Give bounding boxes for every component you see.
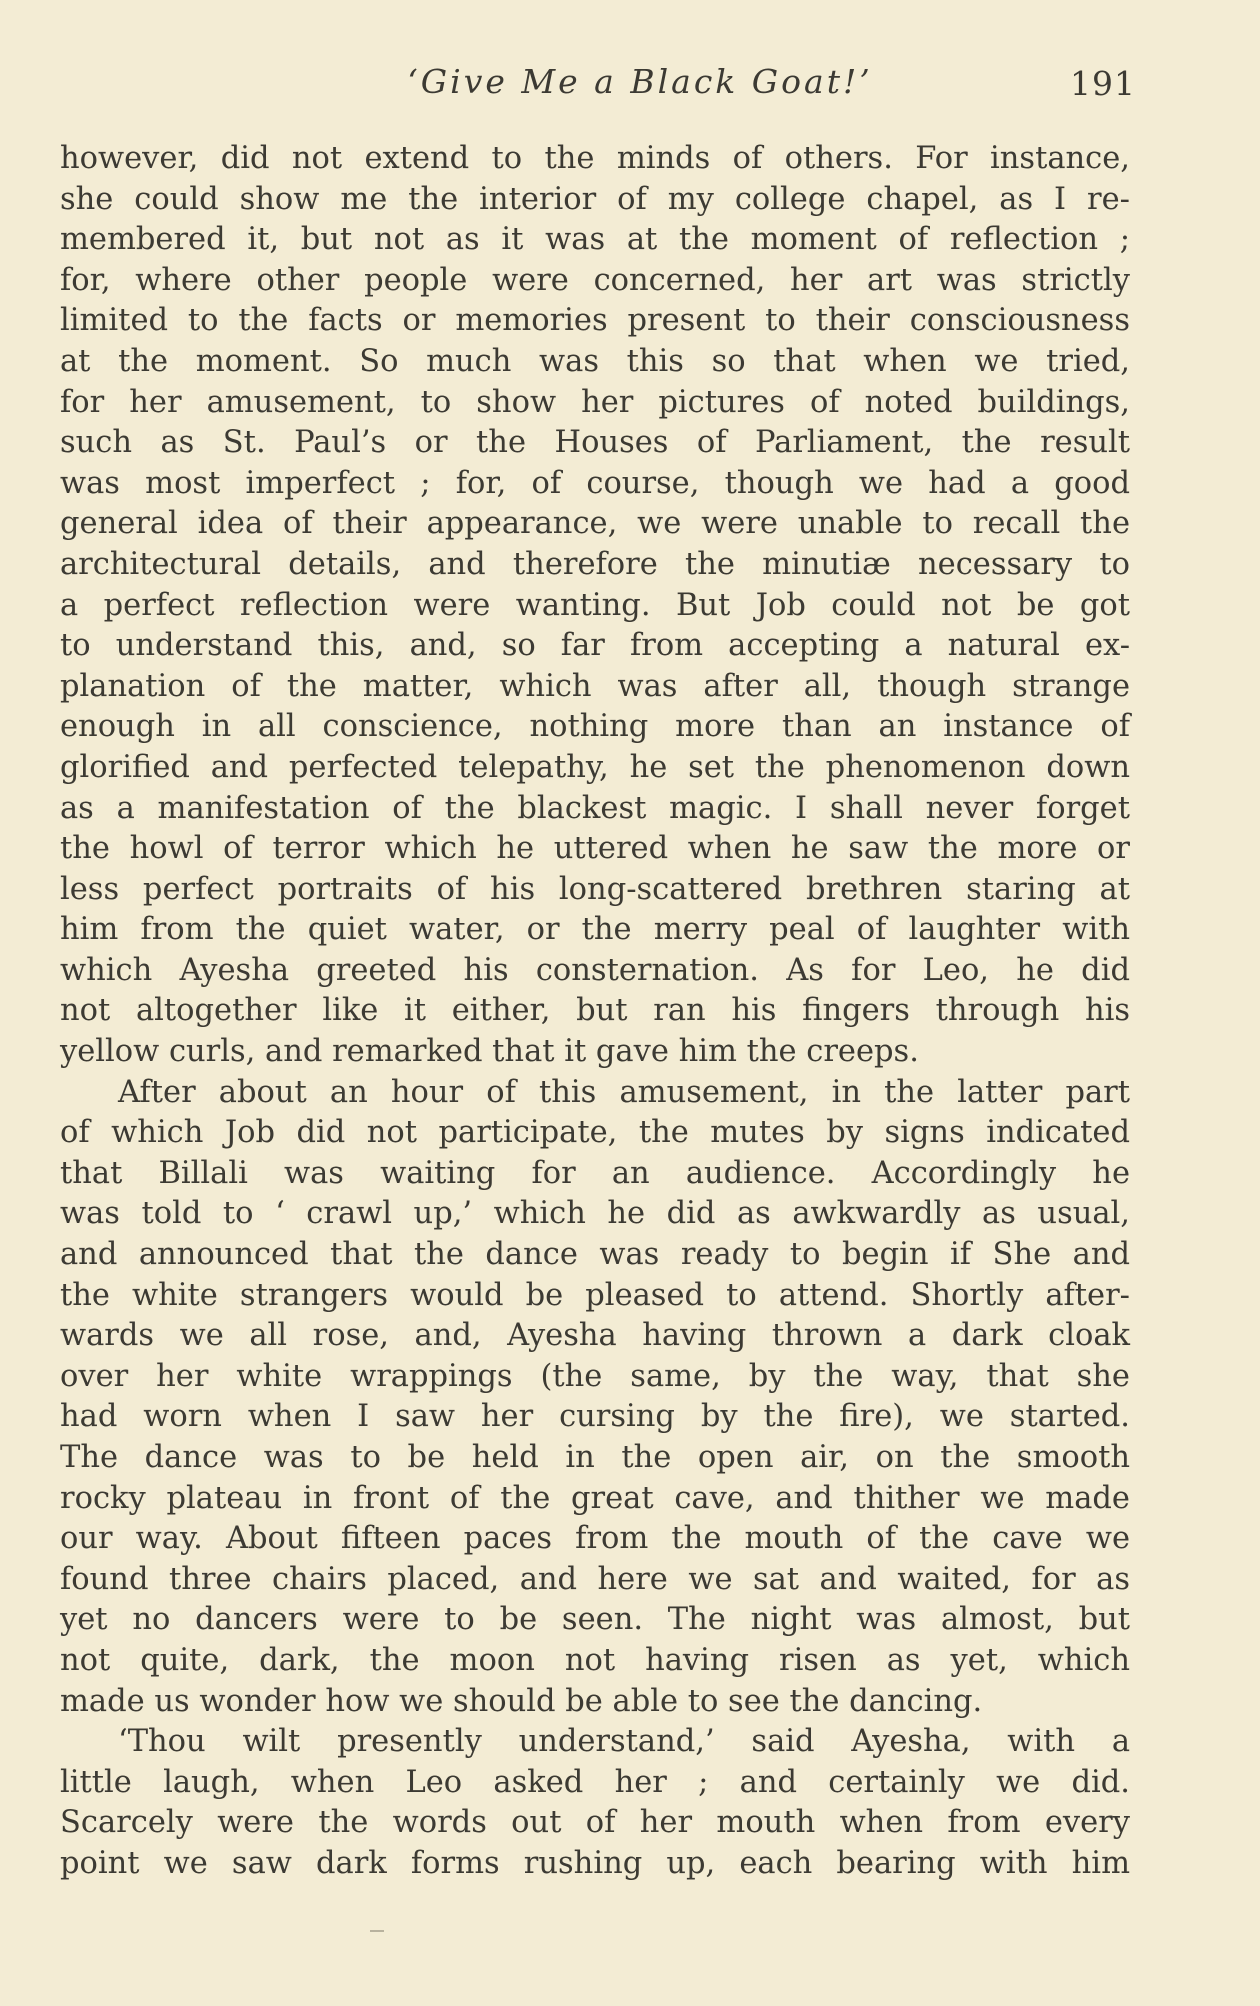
text-line: the white strangers would be pleased to attend. Shortly after- xyxy=(60,1277,1130,1313)
text-line: had worn when I saw her cursing by the fire), we started. xyxy=(60,1399,1130,1435)
text-line: the howl of terror which he uttered when he saw the more or xyxy=(60,831,1130,867)
text-line: little laugh, when Leo asked her ; and certainly we did. xyxy=(60,1764,1130,1800)
text-line: The dance was to be held in the open air, on the smooth xyxy=(60,1440,1130,1475)
text-line: however, did not extend to the minds of others. For instance, xyxy=(60,141,1130,176)
text-line: of which Job did not participate, the mutes by signs indicated xyxy=(60,1115,1130,1151)
text-line: him from the quiet water, or the merry peal of laughter with xyxy=(60,912,1130,948)
text-line: a perfect reflection were wanting. But Job could not be got xyxy=(60,587,1130,623)
text-line: After about an hour of this amusement, in the latter part xyxy=(118,1074,1130,1110)
text-line: made us wonder how we should be able to see the dancing. xyxy=(60,1683,983,1719)
text-line: she could show me the interior of my college chapel, as I re- xyxy=(60,181,1130,217)
text-line: was told to ‘ crawl up,’ which he did as awkwardly as usual, xyxy=(60,1196,1130,1232)
text-line: planation of the matter, which was after all, though strange xyxy=(60,668,1130,704)
text-line: not quite, dark, the moon not having risen as yet, which xyxy=(60,1642,1130,1678)
text-line: membered it, but not as it was at the moment of reflection ; xyxy=(60,222,1130,258)
text-line: yellow curls, and remarked that it gave him the creeps. xyxy=(60,1034,919,1070)
text-line: glorified and perfected telepathy, he set the phenomenon down xyxy=(60,749,1130,785)
text-line: architectural details, and therefore the minutiæ necessary to xyxy=(60,546,1130,582)
text-line: yet no dancers were to be seen. The night was almost, but xyxy=(60,1602,1130,1638)
text-line: as a manifestation of the blackest magic. I shall never forget xyxy=(60,790,1130,826)
text-line: which Ayesha greeted his consternation. As for Leo, he did xyxy=(60,952,1130,988)
text-line: ‘Thou wilt presently understand,’ said Ayesha, with a xyxy=(118,1724,1130,1760)
text-line: limited to the facts or memories present to their consciousness xyxy=(60,303,1130,339)
text-line: rocky plateau in front of the great cave, and thither we made xyxy=(60,1480,1130,1516)
text-line: for, where other people were concerned, her art was strictly xyxy=(60,262,1130,298)
running-head: ‘Give Me a Black Goat!’ xyxy=(407,62,873,101)
text-line: Scarcely were the words out of her mouth when from every xyxy=(60,1805,1130,1841)
footer-mark xyxy=(370,1930,384,1932)
text-line: our way. About fifteen paces from the mouth of the cave we xyxy=(60,1521,1130,1557)
text-line: wards we all rose, and, Ayesha having thrown a dark cloak xyxy=(60,1318,1130,1354)
text-line: point we saw dark forms rushing up, each bearing with him xyxy=(60,1845,1130,1881)
text-line: such as St. Paul’s or the Houses of Parliament, the result xyxy=(60,425,1130,461)
text-line: for her amusement, to show her pictures of noted buildings, xyxy=(60,384,1130,420)
body-text xyxy=(60,139,1130,1885)
text-line: general idea of their appearance, we were unable to recall the xyxy=(60,506,1130,542)
text-line: enough in all conscience, nothing more than an instance of xyxy=(60,709,1130,745)
text-line: at the moment. So much was this so that when we tried, xyxy=(60,343,1130,379)
page-number: 191 xyxy=(1070,64,1136,103)
text-line: less perfect portraits of his long-scattered brethren staring at xyxy=(60,871,1130,907)
text-line: was most imperfect ; for, of course, though we had a good xyxy=(60,465,1130,501)
text-line: over her white wrappings (the same, by the way, that she xyxy=(60,1358,1130,1394)
text-line: that Billali was waiting for an audience. Accordingly he xyxy=(60,1155,1130,1191)
text-line: found three chairs placed, and here we sat and waited, for as xyxy=(60,1561,1130,1597)
text-line: to understand this, and, so far from accepting a natural ex- xyxy=(60,628,1130,664)
text-line: and announced that the dance was ready to begin if She and xyxy=(60,1237,1130,1273)
text-line: not altogether like it either, but ran his fingers through his xyxy=(60,993,1130,1029)
